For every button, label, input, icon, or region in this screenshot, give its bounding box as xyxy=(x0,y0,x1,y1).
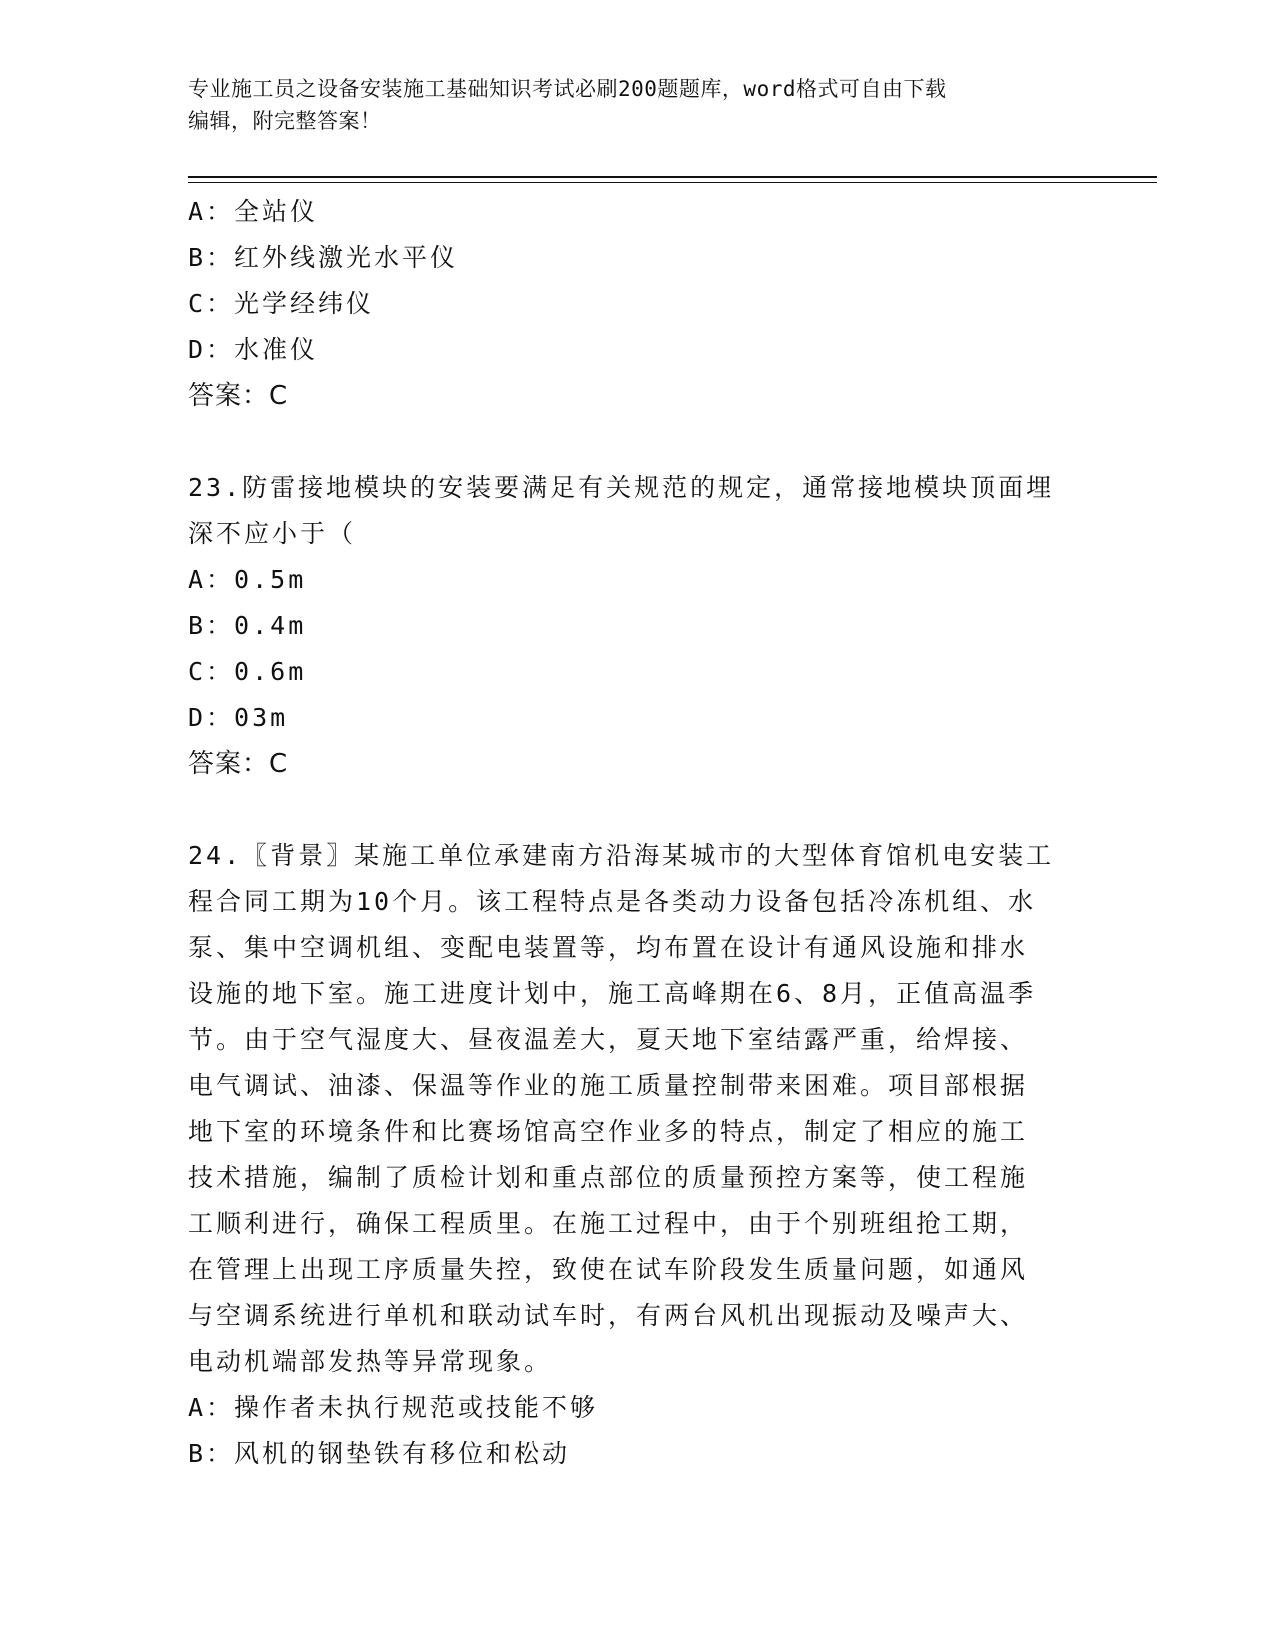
option-a: A：0.5m xyxy=(188,565,307,594)
option-a: A：全站仪 xyxy=(188,197,319,226)
question-content xyxy=(188,189,1088,1477)
question-text-line: 电动机端部发热等异常现象。 xyxy=(188,1347,553,1376)
header-divider-thin xyxy=(188,182,1157,183)
option-c: C：光学经纬仪 xyxy=(188,289,375,318)
header-divider-thick xyxy=(188,176,1157,178)
option-c: C：0.6m xyxy=(188,657,307,686)
option-d: D：水准仪 xyxy=(188,335,319,364)
question-22 xyxy=(188,189,1088,419)
option-b: B：红外线激光水平仪 xyxy=(188,243,459,272)
question-text-line: 程合同工期为10个月。该工程特点是各类动力设备包括冷冻机组、水 xyxy=(188,887,1037,916)
option-b: B：0.4m xyxy=(188,611,307,640)
question-text-line: 泵、集中空调机组、变配电装置等，均布置在设计有通风设施和排水 xyxy=(188,933,1029,962)
option-a: A：操作者未执行规范或技能不够 xyxy=(188,1393,599,1422)
document-header xyxy=(188,73,1088,137)
option-d: D：03m xyxy=(188,703,289,732)
question-text-line: 深不应小于（ xyxy=(188,519,357,548)
question-text-line: 节。由于空气湿度大、昼夜温差大，夏天地下室结露严重，给焊接、 xyxy=(188,1025,1029,1054)
question-text-line: 在管理上出现工序质量失控，致使在试车阶段发生质量问题，如通风 xyxy=(188,1255,1029,1284)
question-text-line: 电气调试、油漆、保温等作业的施工质量控制带来困难。项目部根据 xyxy=(188,1071,1029,1100)
answer-line: 答案：C xyxy=(188,749,289,779)
header-title-line-1: 专业施工员之设备安装施工基础知识考试必刷200题题库，word格式可自由下载 xyxy=(188,77,947,101)
question-23 xyxy=(188,465,1088,787)
option-b: B：风机的钢垫铁有移位和松动 xyxy=(188,1439,571,1468)
question-text-line: 23.防雷接地模块的安装要满足有关规范的规定，通常接地模块顶面埋 xyxy=(188,473,1055,502)
question-text-line: 地下室的环境条件和比赛场馆高空作业多的特点，制定了相应的施工 xyxy=(188,1117,1029,1146)
question-text-line: 技术措施，编制了质检计划和重点部位的质量预控方案等，使工程施 xyxy=(188,1163,1029,1192)
question-text-line: 工顺利进行，确保工程质里。在施工过程中，由于个别班组抢工期， xyxy=(188,1209,1029,1238)
header-title-line-2: 编辑，附完整答案！ xyxy=(188,109,382,133)
question-text-line: 与空调系统进行单机和联动试车时，有两台风机出现振动及噪声大、 xyxy=(188,1301,1029,1330)
question-text-line: 24.〖背景〗某施工单位承建南方沿海某城市的大型体育馆机电安装工 xyxy=(188,841,1055,870)
question-text-line: 设施的地下室。施工进度计划中，施工高峰期在6、8月，正值高温季 xyxy=(188,979,1037,1008)
answer-line: 答案：C xyxy=(188,381,289,411)
spacer xyxy=(188,419,1088,465)
question-24 xyxy=(188,833,1088,1477)
spacer xyxy=(188,787,1088,833)
